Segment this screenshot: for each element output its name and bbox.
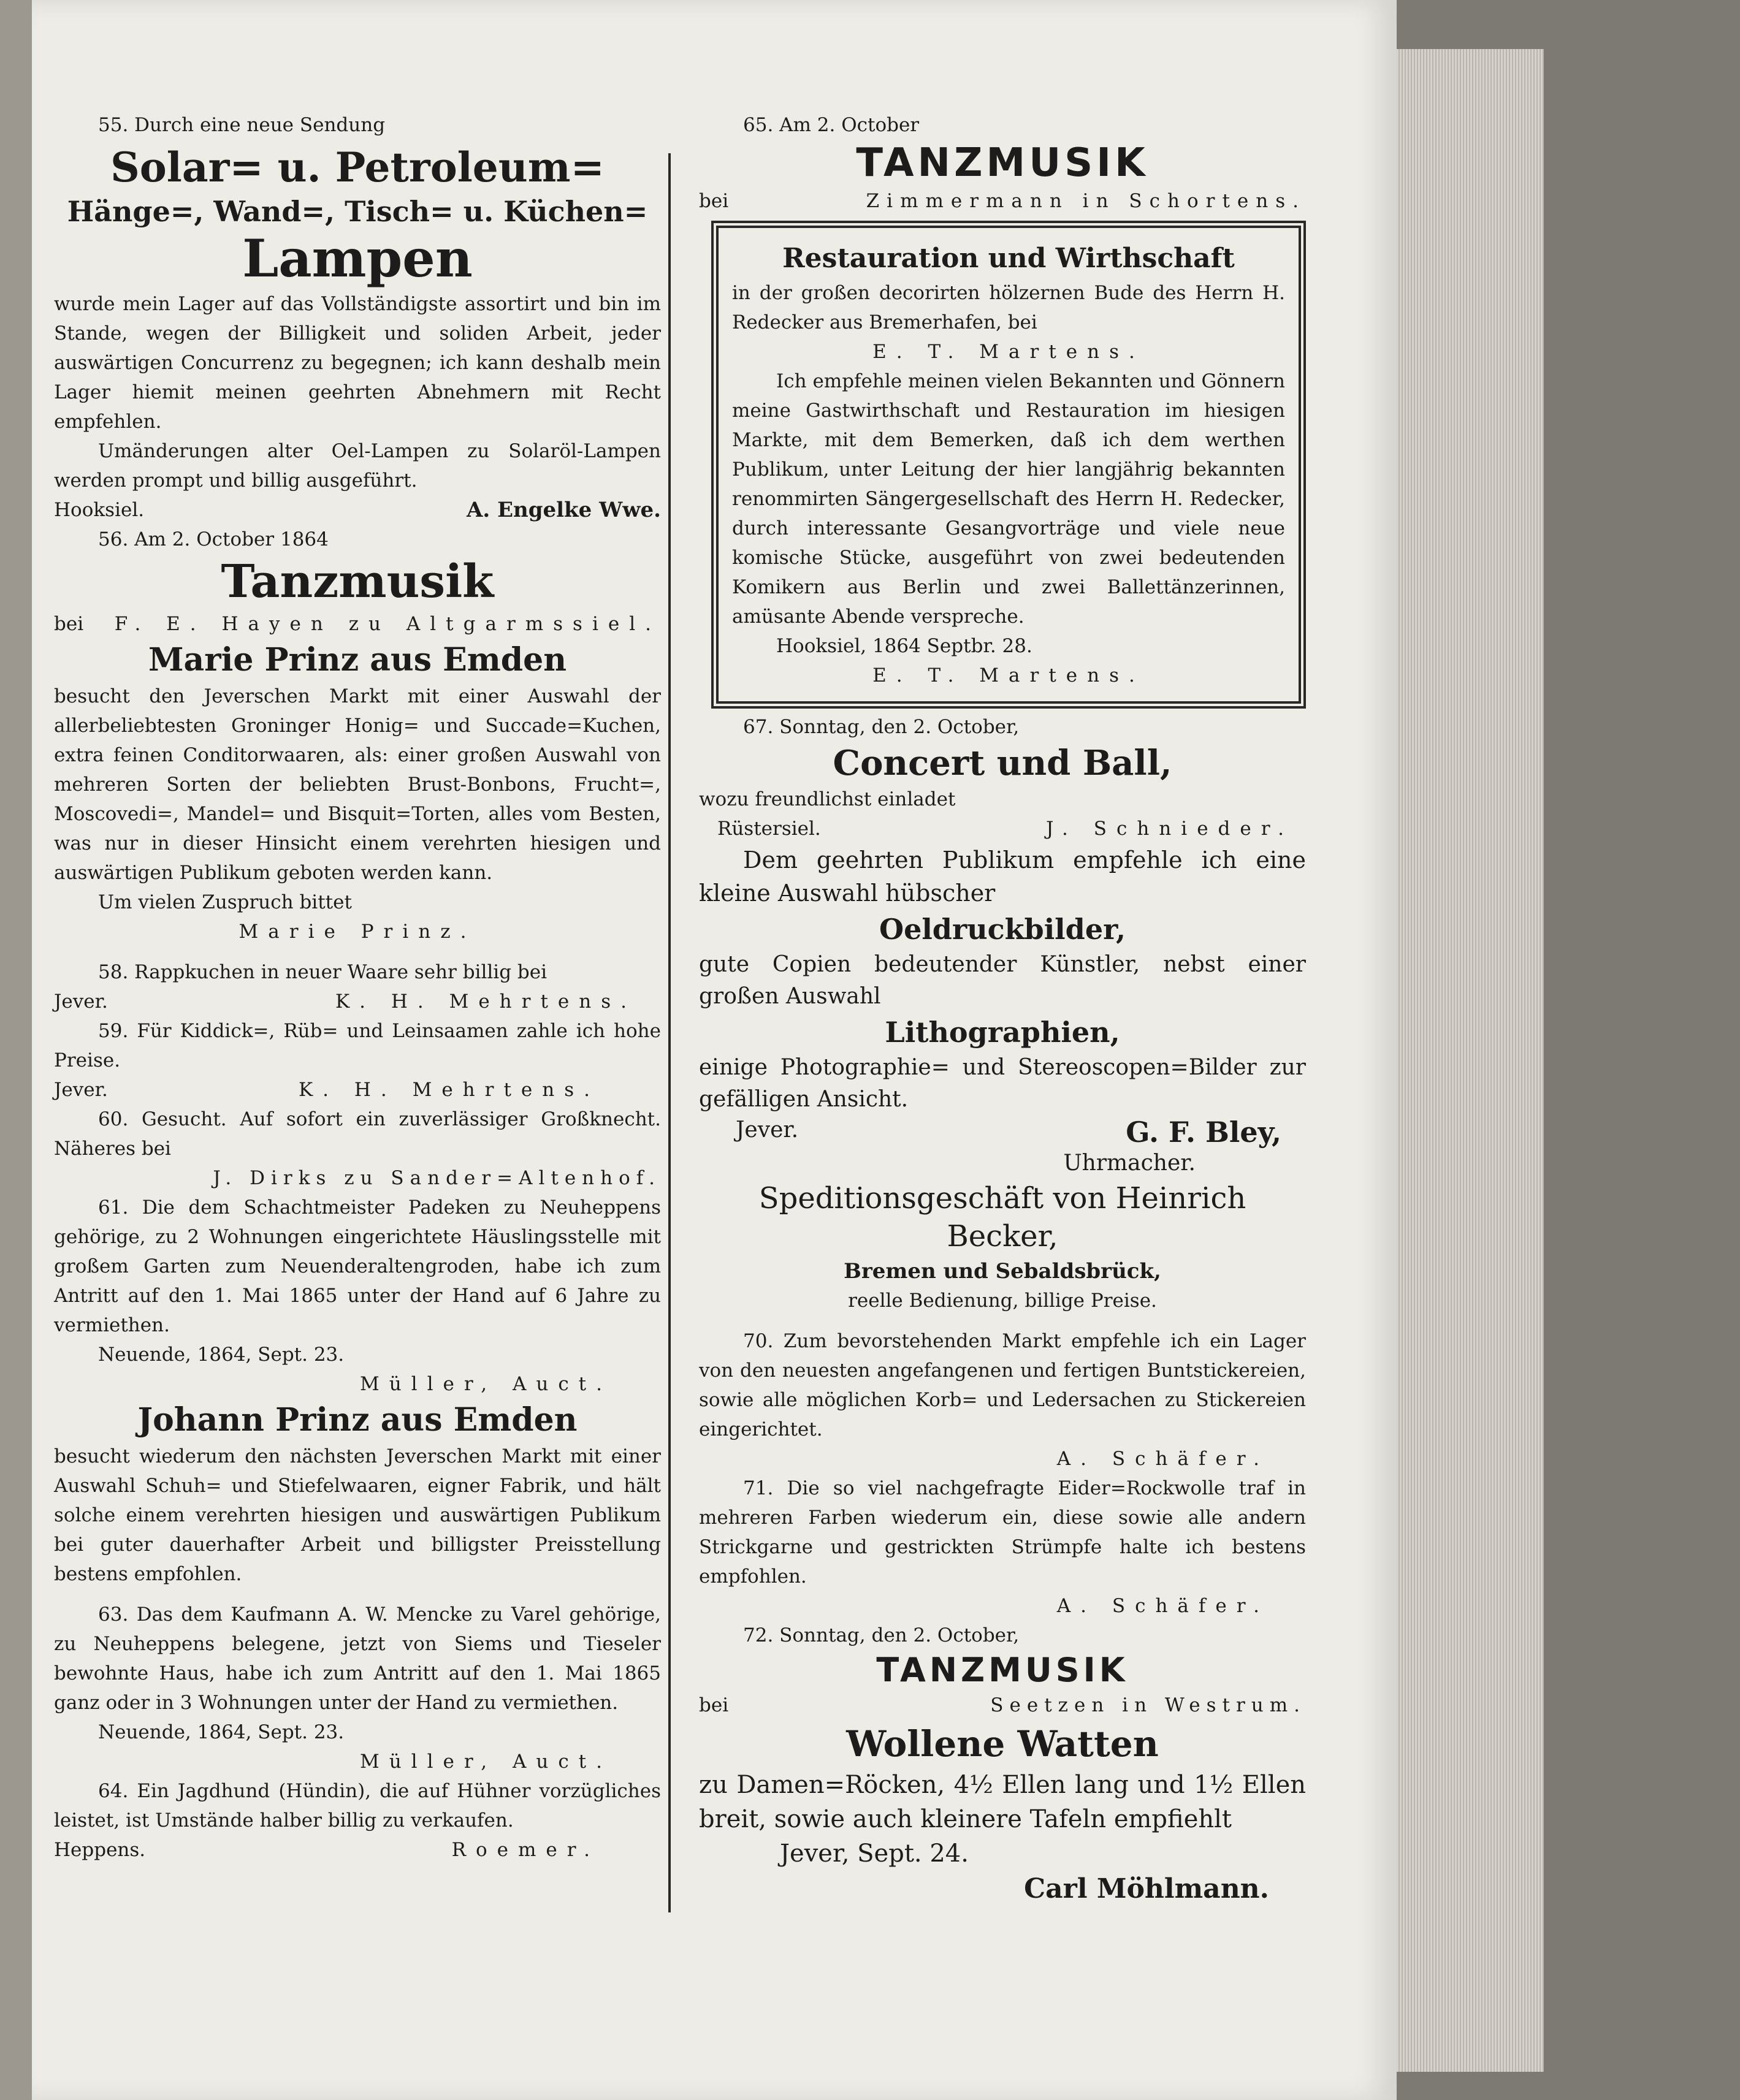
- ad-69-line-2: Bremen und Sebaldsbrück,: [844, 1259, 1161, 1284]
- ad-55-title-3: Lampen: [242, 228, 473, 289]
- ad-68-signature: G. F. Bley,: [1126, 1116, 1281, 1149]
- ad-62-body: besucht wiederum den nächsten Jeverschen Markt mit einer Auswahl Schuh= und Stiefelwaaren, eigner Fabrik, und hält solche einem verehrten hiesigen und auswärtigen Publikum bei guter dauerhafter Arbeit und billigster Preisstellung bestens empfohlen.: [54, 1445, 661, 1585]
- ad-63: [54, 1600, 661, 1776]
- ad-61-dateline: Neuende, 1864, Sept. 23.: [98, 1344, 345, 1366]
- ad-66-bordered: [711, 221, 1306, 709]
- ad-56-title: Tanzmusik: [221, 555, 494, 608]
- ad-60: [54, 1105, 661, 1193]
- ad-58: [54, 957, 661, 1016]
- ad-70: [699, 1326, 1306, 1474]
- ad-66-title: Restauration und Wirthschaft: [782, 243, 1235, 274]
- ad-64: [54, 1776, 661, 1865]
- ad-68-title-2: Lithographien,: [885, 1016, 1120, 1049]
- ad-59-signature: K. H. Mehrtens.: [298, 1079, 600, 1101]
- column-divider: [668, 153, 671, 1912]
- ad-56-bei: bei: [54, 613, 84, 635]
- ad-73-title: Wollene Watten: [846, 1723, 1159, 1765]
- ad-57-body: besucht den Jeverschen Markt mit einer Auswahl der allerbeliebtesten Groninger Honig= und Succade=Kuchen, extra feinen Conditorwaaren, als: einer großen Auswahl von mehreren Sorten der beliebten Brust-Bonbons, Frucht=, Moscovedi=, Mandel= und Bisquit=Torten, alles vom Besten, was nur in dieser Hinsicht einem verehrten hiesigen und auswärtigen Publikum geboten werden kann.: [54, 685, 661, 884]
- ad-59-text: 59. Für Kiddick=, Rüb= und Leinsaamen zahle ich hohe Preise.: [54, 1020, 661, 1071]
- ad-58-signature: K. H. Mehrtens.: [335, 991, 636, 1013]
- right-column: [699, 110, 1306, 1908]
- ad-55-body-2: Umänderungen alter Oel-Lampen zu Solaröl-Lampen werden prompt und billig ausgeführt.: [54, 440, 661, 492]
- ad-55-intro: 55. Durch eine neue Sendung: [98, 114, 386, 136]
- ad-66-intro: in der großen decorirten hölzernen Bude des Herrn H. Redecker aus Bremerhafen, bei: [732, 282, 1285, 333]
- ad-64-text: 64. Ein Jagdhund (Hündin), die auf Hühner vorzügliches leistet, ist Umstände halber billig zu verkaufen.: [54, 1780, 661, 1832]
- ad-57-line-2: Um vielen Zuspruch bittet: [98, 891, 352, 913]
- ad-70-text: 70. Zum bevorstehenden Markt empfehle ich ein Lager von den neuesten angefangenen und fertigen Buntstickereien, sowie alle möglichen Korb= und Ledersachen zu Stickereien eingerichtet.: [699, 1330, 1306, 1440]
- book-spine: [0, 0, 32, 2100]
- ad-66-dateline: Hooksiel, 1864 Septbr. 28.: [776, 635, 1032, 657]
- ad-73-dateline: Jever, Sept. 24.: [780, 1839, 969, 1868]
- ad-71-signature: A. Schäfer.: [1056, 1595, 1269, 1617]
- ad-64-place: Heppens.: [54, 1839, 146, 1861]
- ad-66-signature: E. T. Martens.: [872, 664, 1145, 687]
- ad-60-signature: J. Dirks zu Sander=Altenhof.: [213, 1167, 661, 1189]
- ad-69-line-3: reelle Bedienung, billige Preise.: [848, 1290, 1157, 1312]
- ad-66-body: Ich empfehle meinen vielen Bekannten und Gönnern meine Gastwirthschaft und Restauration im hiesigen Markte, mit dem Bemerken, daß ich dem werthen Publikum, unter Leitung der hier langjährig bekannten renommirten Sängergesellschaft des Herrn H. Redecker, durch interessante Gesangvorträge und viele neue komische Stücke, ausgeführt von zwei bedeutenden Komikern aus Berlin und zwei Ballettänzerinnen, amüsante Abende verspreche.: [732, 370, 1285, 628]
- ad-72-intro: 72. Sonntag, den 2. October,: [743, 1624, 1020, 1646]
- ad-61-text: 61. Die dem Schachtmeister Padeken zu Neuheppens gehörige, zu 2 Wohnungen eingerichtete Häuslingsstelle mit großem Garten zum Neuenderaltengroden, habe ich zum Antritt auf den 1. Mai 1865 unter der Hand auf 6 Jahre zu vermiethen.: [54, 1196, 661, 1336]
- ad-66-host: E. T. Martens.: [872, 341, 1145, 363]
- ad-65-bei: bei: [699, 190, 729, 212]
- ad-73-body: zu Damen=Röcken, 4½ Ellen lang und 1½ Ellen breit, sowie auch kleinere Tafeln empfiehlt: [699, 1771, 1306, 1833]
- ad-55: [54, 110, 661, 525]
- ad-68-line-3: einige Photographie= und Stereoscopen=Bilder zur gefälligen Ansicht.: [699, 1055, 1306, 1112]
- ad-69: [699, 1179, 1306, 1315]
- ad-59-place: Jever.: [54, 1079, 108, 1101]
- ad-57-title: Marie Prinz aus Emden: [148, 641, 567, 679]
- ad-65-host: Zimmermann in Schortens.: [866, 190, 1306, 212]
- ad-55-place: Hooksiel.: [54, 499, 145, 521]
- ad-56: [54, 525, 661, 639]
- ad-64-signature: Roemer.: [451, 1839, 600, 1861]
- ad-60-text: 60. Gesucht. Auf sofort ein zuverlässiger Großknecht. Näheres bei: [54, 1108, 661, 1160]
- ad-56-host: F. E. Hayen zu Altgarmssiel.: [114, 613, 661, 635]
- ad-67-intro: 67. Sonntag, den 2. October,: [743, 716, 1020, 738]
- ad-65-intro: 65. Am 2. October: [743, 114, 920, 136]
- ad-68-line-1: Dem geehrten Publikum empfehle ich eine kleine Auswahl hübscher: [699, 846, 1306, 907]
- left-column: [54, 110, 661, 1865]
- ad-58-place: Jever.: [54, 991, 108, 1013]
- ad-72-host: Seetzen in Westrum.: [990, 1694, 1306, 1716]
- ad-71-text: 71. Die so viel nachgefragte Eider=Rockwolle traf in mehreren Farben wiederum ein, diese sowie alle andern Strickgarne und gestrickten Strümpfe halte ich bestens empfohlen.: [699, 1477, 1306, 1588]
- ad-61-signature: Müller, Auct.: [359, 1373, 612, 1395]
- ad-55-title-1: Solar= u. Petroleum=: [110, 143, 605, 191]
- ad-63-signature: Müller, Auct.: [359, 1751, 612, 1773]
- ad-63-text: 63. Das dem Kaufmann A. W. Mencke zu Varel gehörige, zu Neuheppens belegene, jetzt von Siems und Tieseler bewohnte Haus, habe ich zum Antritt auf den 1. Mai 1865 ganz oder in 3 Wohnungen unter der Hand zu vermiethen.: [54, 1604, 661, 1714]
- ad-57-signature: Marie Prinz.: [238, 921, 476, 943]
- ad-72-title: TANZMUSIK: [876, 1651, 1129, 1689]
- ad-55-signature: A. Engelke Wwe.: [467, 498, 661, 522]
- ad-62-title: Johann Prinz aus Emden: [137, 1401, 578, 1439]
- ad-67-place: Rüstersiel.: [717, 818, 821, 840]
- ad-70-signature: A. Schäfer.: [1056, 1448, 1269, 1470]
- ad-72: [699, 1621, 1306, 1720]
- ad-68-title-1: Oeldruckbilder,: [879, 913, 1126, 946]
- ad-73-signature: Carl Möhlmann.: [1024, 1873, 1269, 1904]
- ad-68-line-2: gute Copien bedeutender Künstler, nebst einer großen Auswahl: [699, 952, 1306, 1009]
- ad-55-body: wurde mein Lager auf das Vollständigste assortirt und bin im Stande, wegen der Billigkeit und soliden Arbeit, jeder auswärtigen Concurrenz zu begegnen; ich kann deshalb mein Lager hiemit meinen geehrten Abnehmern mit Recht empfehlen.: [54, 293, 661, 433]
- ad-61: [54, 1193, 661, 1399]
- ad-67-title: Concert und Ball,: [833, 743, 1172, 783]
- ad-55-title-2: Hänge=, Wand=, Tisch= u. Küchen=: [67, 195, 648, 228]
- ad-63-dateline: Neuende, 1864, Sept. 23.: [98, 1721, 345, 1743]
- ad-62: [54, 1400, 661, 1589]
- ad-56-intro: 56. Am 2. October 1864: [98, 528, 329, 550]
- ad-65: [699, 110, 1306, 216]
- ad-67: [699, 712, 1306, 843]
- ad-65-title: TANZMUSIK: [856, 140, 1149, 186]
- ad-72-bei: bei: [699, 1694, 729, 1716]
- ad-68-place: Jever.: [736, 1117, 799, 1143]
- ad-58-text: 58. Rappkuchen in neuer Waare sehr billig bei: [98, 961, 547, 983]
- ad-67-signature: J. Schnieder.: [1046, 818, 1294, 840]
- ad-71: [699, 1474, 1306, 1621]
- ad-59: [54, 1016, 661, 1105]
- ad-57: [54, 640, 661, 946]
- ad-73: [699, 1721, 1306, 1908]
- ad-68-role: Uhrmacher.: [1063, 1151, 1196, 1176]
- ad-68: [699, 843, 1306, 1178]
- ad-67-line-2: wozu freundlichst einladet: [699, 788, 956, 810]
- ad-69-title: Speditionsgeschäft von Heinrich Becker,: [758, 1181, 1246, 1254]
- page-edges: [1397, 49, 1544, 2072]
